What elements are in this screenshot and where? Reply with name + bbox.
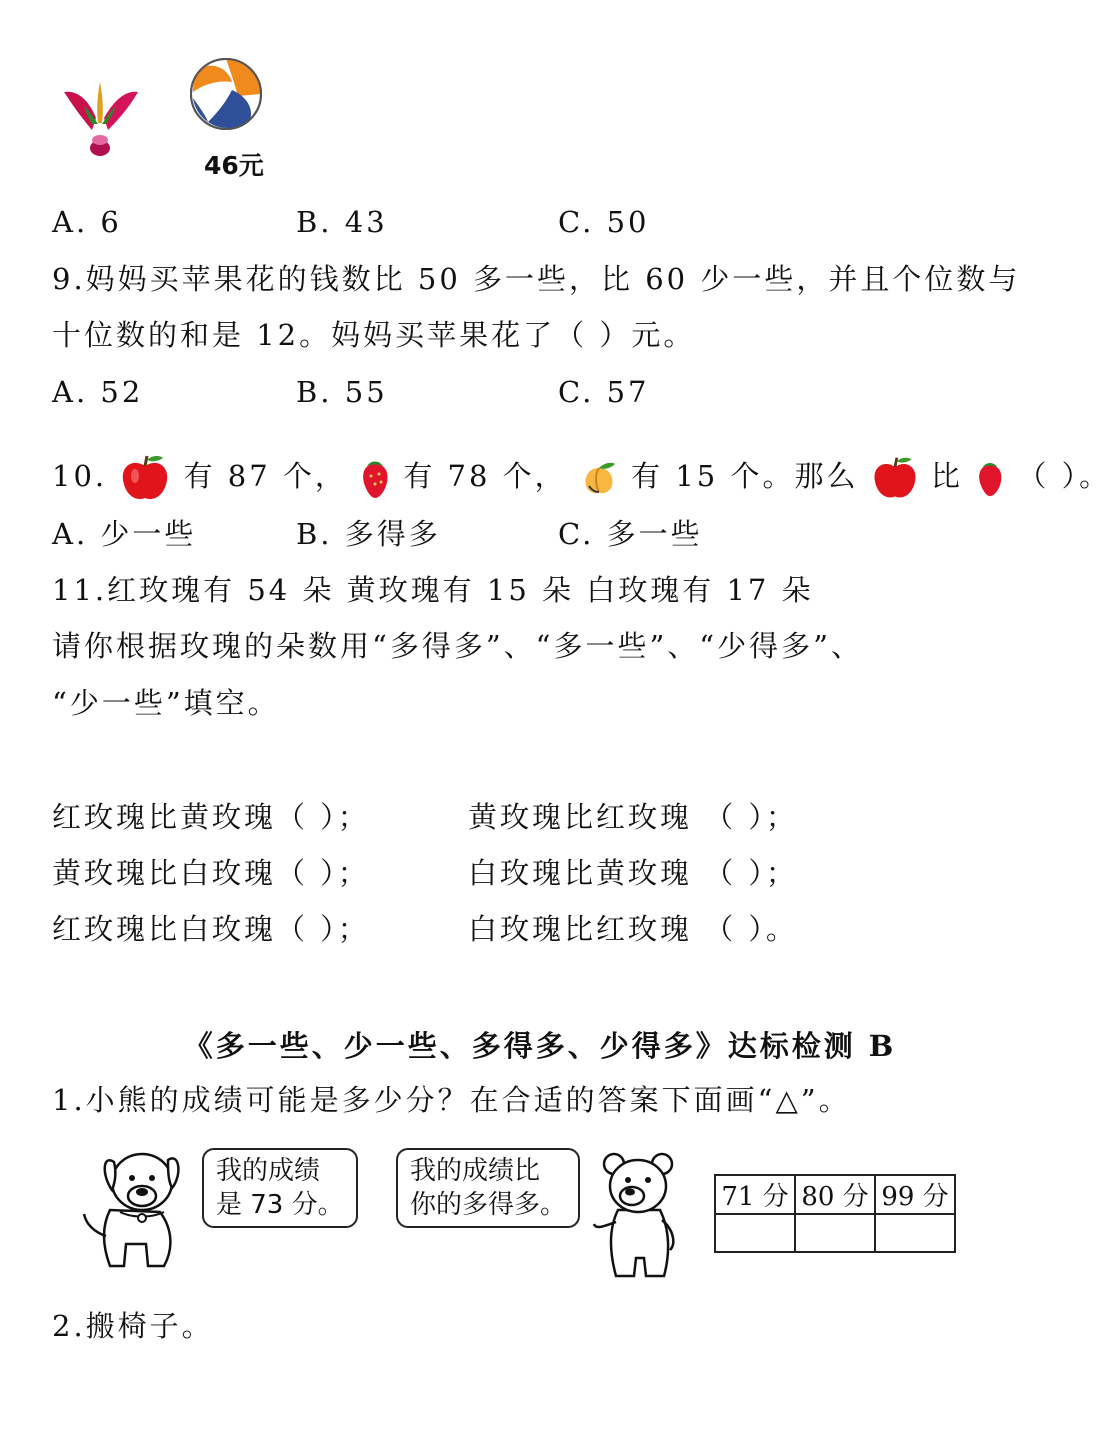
- section-b-q1: 1.小熊的成绩可能是多少分？在合适的答案下面画“△”。: [52, 1083, 851, 1117]
- q10-number: 10.: [52, 459, 108, 493]
- bear-bubble-line-2: 你的多得多。: [410, 1190, 567, 1220]
- strawberry-icon: [359, 456, 391, 500]
- q11-row-2-left: 黄玫瑰比白玫瑰（ ）；: [52, 856, 370, 890]
- q11-row-1-left: 红玫瑰比黄玫瑰（ ）；: [52, 800, 370, 834]
- q8-option-c: C. 50: [558, 205, 650, 239]
- dog-bubble-line-2: 是 73 分。: [216, 1190, 344, 1220]
- q10-option-b: B. 多得多: [296, 517, 441, 551]
- volleyball-price: 46元: [204, 151, 264, 180]
- score-cell-80: 80 分: [795, 1175, 875, 1214]
- volleyball-icon: [188, 56, 264, 132]
- q9-option-a: A. 52: [52, 375, 144, 409]
- q8-option-b: B. 43: [296, 205, 388, 239]
- q11-row-3-right: 白玫瑰比红玫瑰 （ ）。: [468, 912, 798, 946]
- q10-option-a: A. 少一些: [52, 517, 197, 551]
- q9-option-b: B. 55: [296, 375, 388, 409]
- apple-icon-2: [871, 454, 919, 502]
- peach-icon: [579, 458, 619, 498]
- q10-part-5: （ ）。: [1017, 459, 1111, 493]
- answer-cell-80[interactable]: [795, 1214, 875, 1252]
- section-b-title: 《多一些、少一些、多得多、少得多》达标检测 B: [183, 1029, 897, 1063]
- q9-line-1: 9.妈妈买苹果花的钱数比 50 多一些，比 60 少一些，并且个位数与: [52, 262, 1021, 296]
- q10-part-3: 有 15 个。那么: [631, 459, 859, 493]
- q11-row-1-right: 黄玫瑰比红玫瑰 （ ）；: [468, 800, 798, 834]
- q11-row-2-right: 白玫瑰比黄玫瑰 （ ）；: [468, 856, 798, 890]
- q10-part-2: 有 78 个，: [403, 459, 567, 493]
- q11-row-3-left: 红玫瑰比白玫瑰（ ）；: [52, 912, 370, 946]
- shuttlecock-icon: [58, 78, 142, 168]
- dog-bubble-line-1: 我的成绩: [216, 1156, 321, 1186]
- answer-cell-99[interactable]: [875, 1214, 955, 1252]
- score-cell-71: 71 分: [715, 1175, 795, 1214]
- q11-line-2: 请你根据玫瑰的朵数用“多得多”、“多一些”、“少得多”、: [52, 629, 863, 663]
- q9-option-c: C. 57: [558, 375, 650, 409]
- bear-illustration: [590, 1150, 686, 1282]
- q11-line-3: “少一些”填空。: [52, 686, 280, 720]
- q11-line-1: 11.红玫瑰有 54 朵 黄玫瑰有 15 朵 白玫瑰有 17 朵: [52, 573, 814, 607]
- q9-line-2: 十位数的和是 12。妈妈买苹果花了（ ）元。: [52, 318, 696, 352]
- q10-part-4: 比: [930, 459, 963, 493]
- apple-icon: [119, 452, 171, 504]
- dog-speech-bubble: [202, 1148, 358, 1228]
- bear-bubble-line-1: 我的成绩比: [410, 1156, 541, 1186]
- q8-option-a: A. 6: [52, 205, 122, 239]
- bear-speech-bubble: [396, 1148, 580, 1228]
- q10-line: [52, 452, 1111, 504]
- answer-cell-71[interactable]: [715, 1214, 795, 1252]
- score-cell-99: 99 分: [875, 1175, 955, 1214]
- q10-option-c: C. 多一些: [558, 517, 703, 551]
- dog-illustration: [80, 1140, 190, 1275]
- strawberry-icon-2: [975, 458, 1005, 498]
- score-table: [714, 1174, 956, 1253]
- q10-part-1: 有 87 个，: [183, 459, 347, 493]
- section-b-q2: 2.搬椅子。: [52, 1309, 214, 1343]
